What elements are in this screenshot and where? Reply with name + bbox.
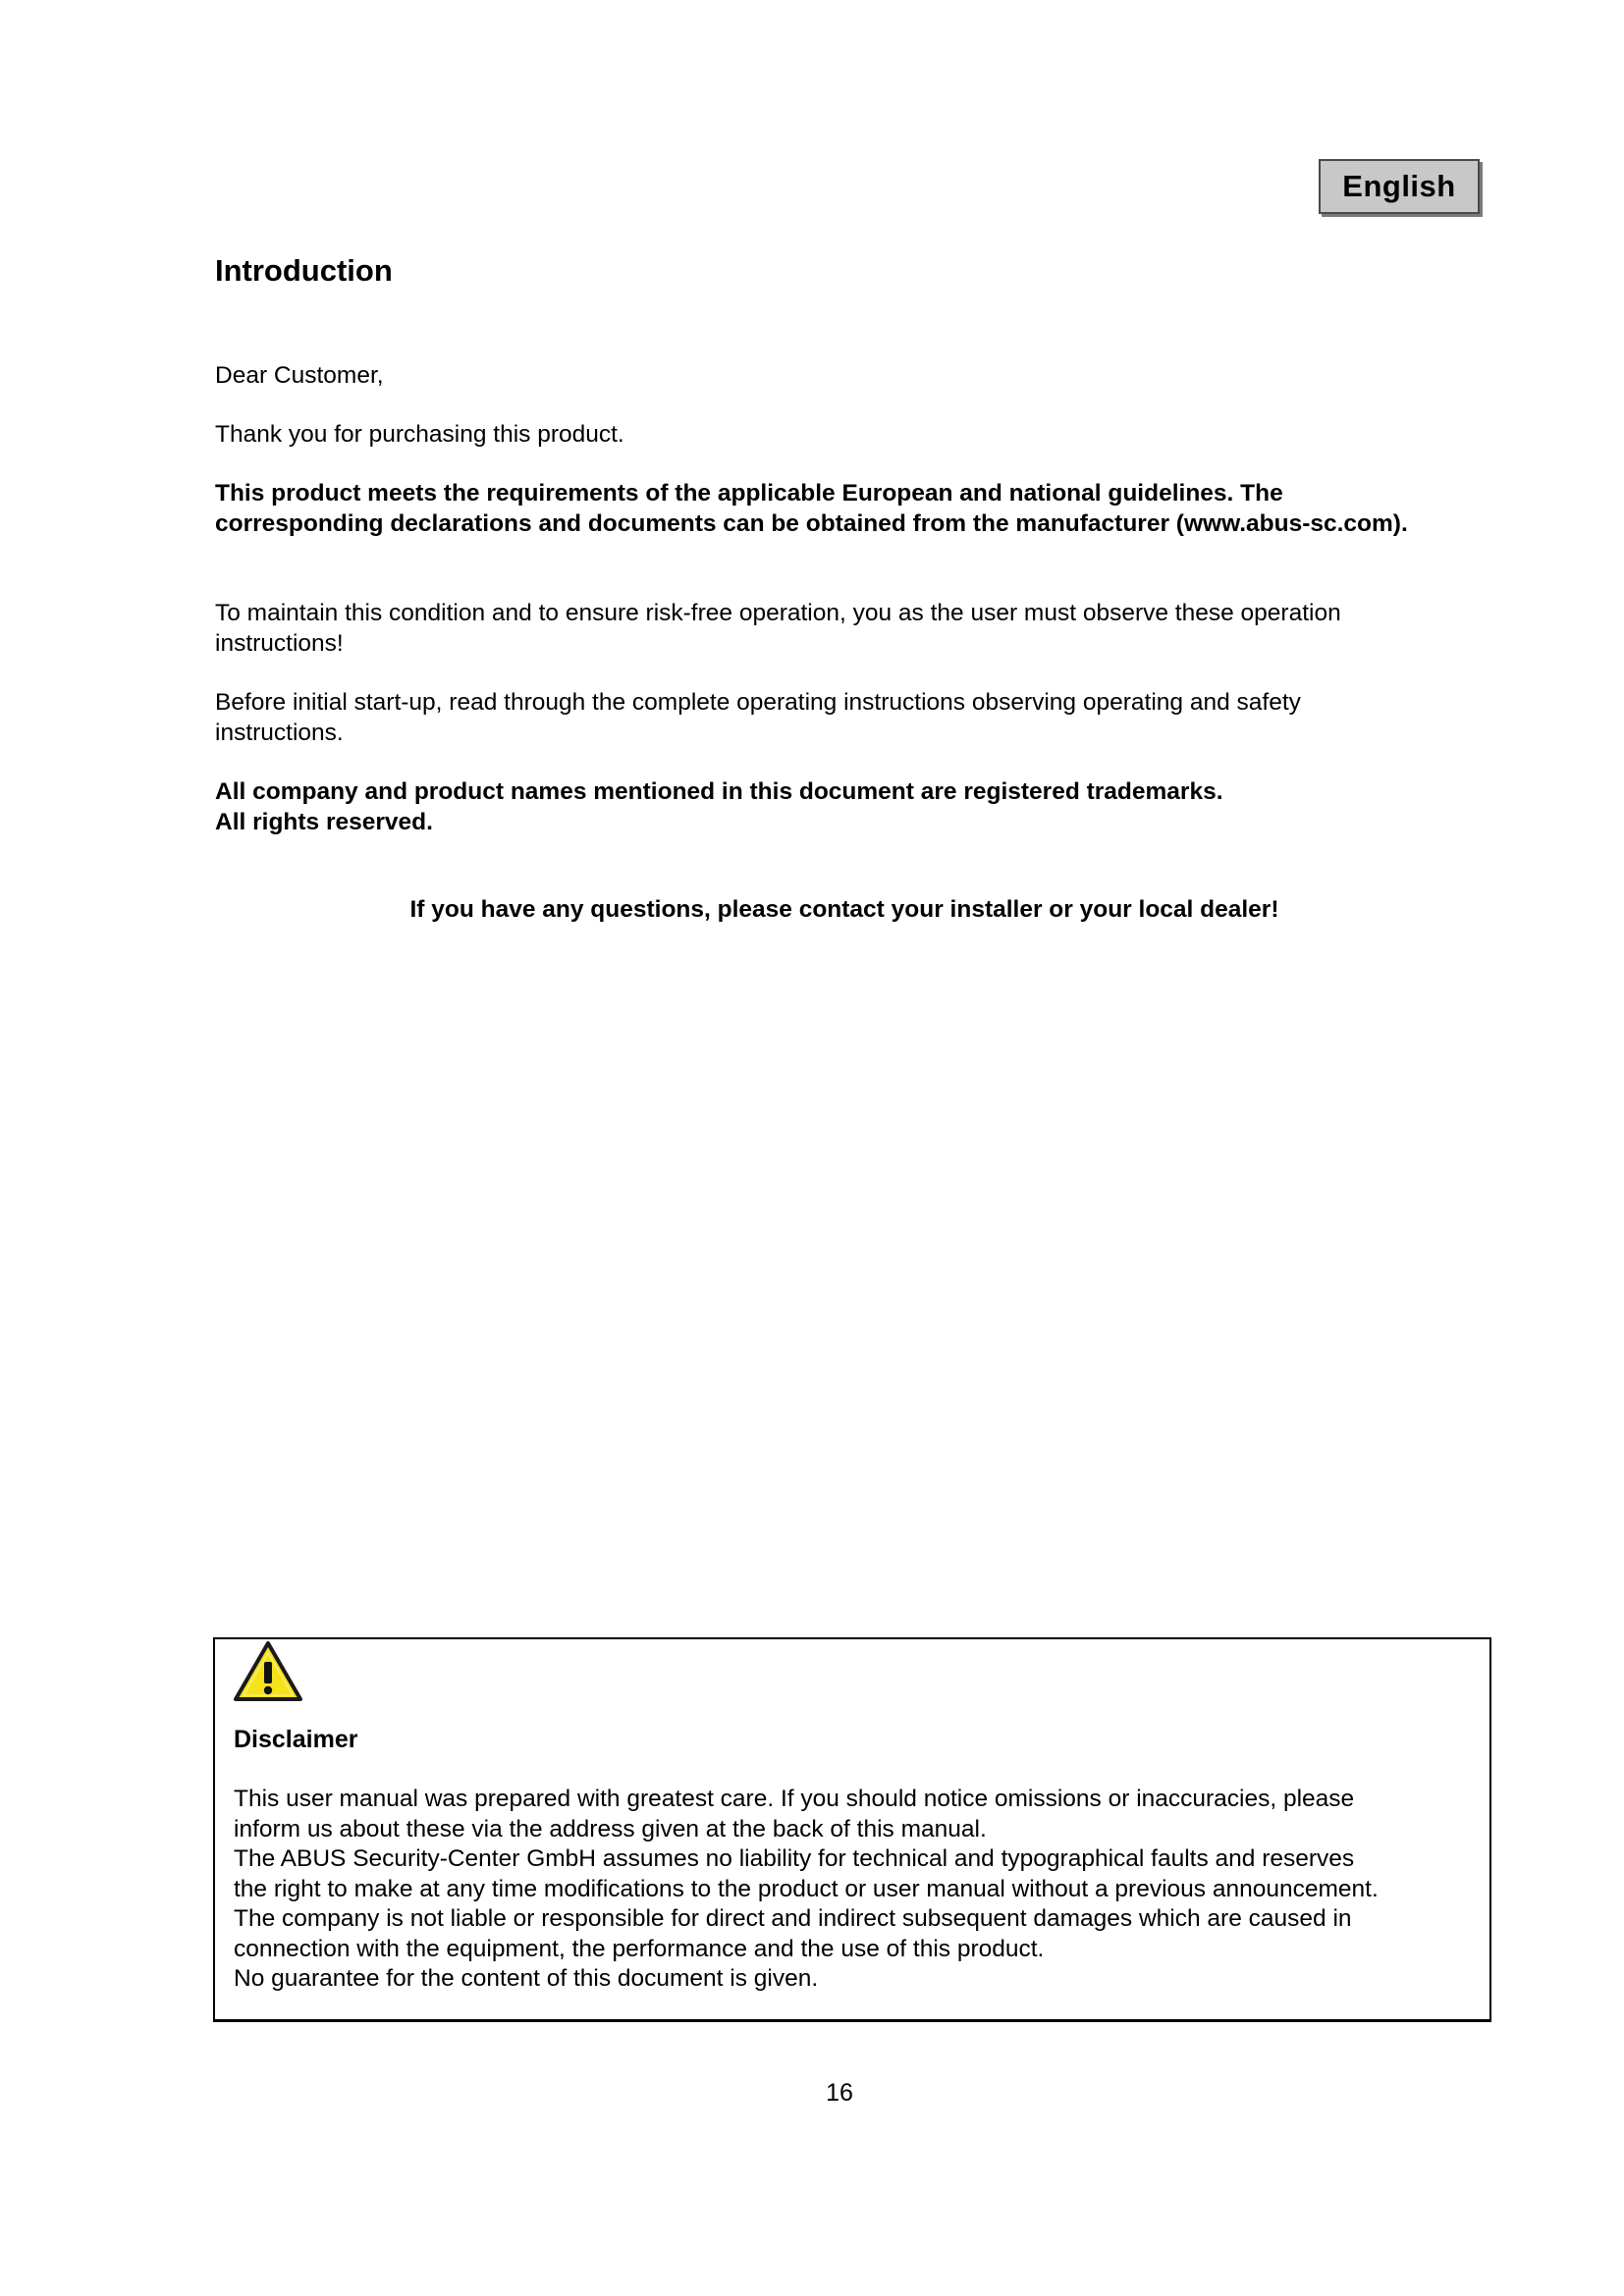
- thanks-text: Thank you for purchasing this product.: [215, 421, 624, 448]
- salutation: Dear Customer,: [215, 362, 384, 389]
- disclaimer-box: [213, 1637, 1491, 2022]
- disclaimer-text: [234, 1785, 1481, 1995]
- page-number: 16: [826, 2079, 853, 2107]
- disclaimer-line: inform us about these via the address given at the back of this manual.: [234, 1815, 987, 1842]
- disclaimer-line: connection with the equipment, the performance and the use of this product.: [234, 1935, 1045, 1962]
- disclaimer-line: The ABUS Security-Center GmbH assumes no liability for technical and typographical faults and reserves: [234, 1845, 1355, 1872]
- contact-notice: If you have any questions, please contact your installer or your local dealer!: [409, 896, 1279, 923]
- disclaimer-title: Disclaimer: [234, 1726, 358, 1753]
- language-badge: English: [1319, 159, 1480, 214]
- disclaimer-line: The company is not liable or responsible for direct and indirect subsequent damages which are caused in: [234, 1905, 1352, 1932]
- disclaimer-line: No guarantee for the content of this document is given.: [234, 1965, 819, 1992]
- rights-reserved: All rights reserved.: [215, 809, 433, 835]
- conformity-notice: This product meets the requirements of the applicable European and national guidelines. The corresponding declarations and documents can be obtained from the manufacturer (www.abus-sc.com).: [215, 480, 1408, 537]
- disclaimer-line: the right to make at any time modifications to the product or user manual without a previous announcement.: [234, 1875, 1379, 1902]
- disclaimer-line: This user manual was prepared with greatest care. If you should notice omissions or inaccuracies, please: [234, 1786, 1355, 1812]
- warning-icon: [233, 1640, 303, 1703]
- trademarks-notice: All company and product names mentioned in this document are registered trademarks.: [215, 778, 1223, 805]
- startup-notice: Before initial start-up, read through the complete operating instructions observing operating and safety instructions.: [215, 689, 1301, 746]
- page-title: Introduction: [215, 253, 393, 288]
- maintain-notice: To maintain this condition and to ensure risk-free operation, you as the user must observe these operation instructions!: [215, 600, 1341, 657]
